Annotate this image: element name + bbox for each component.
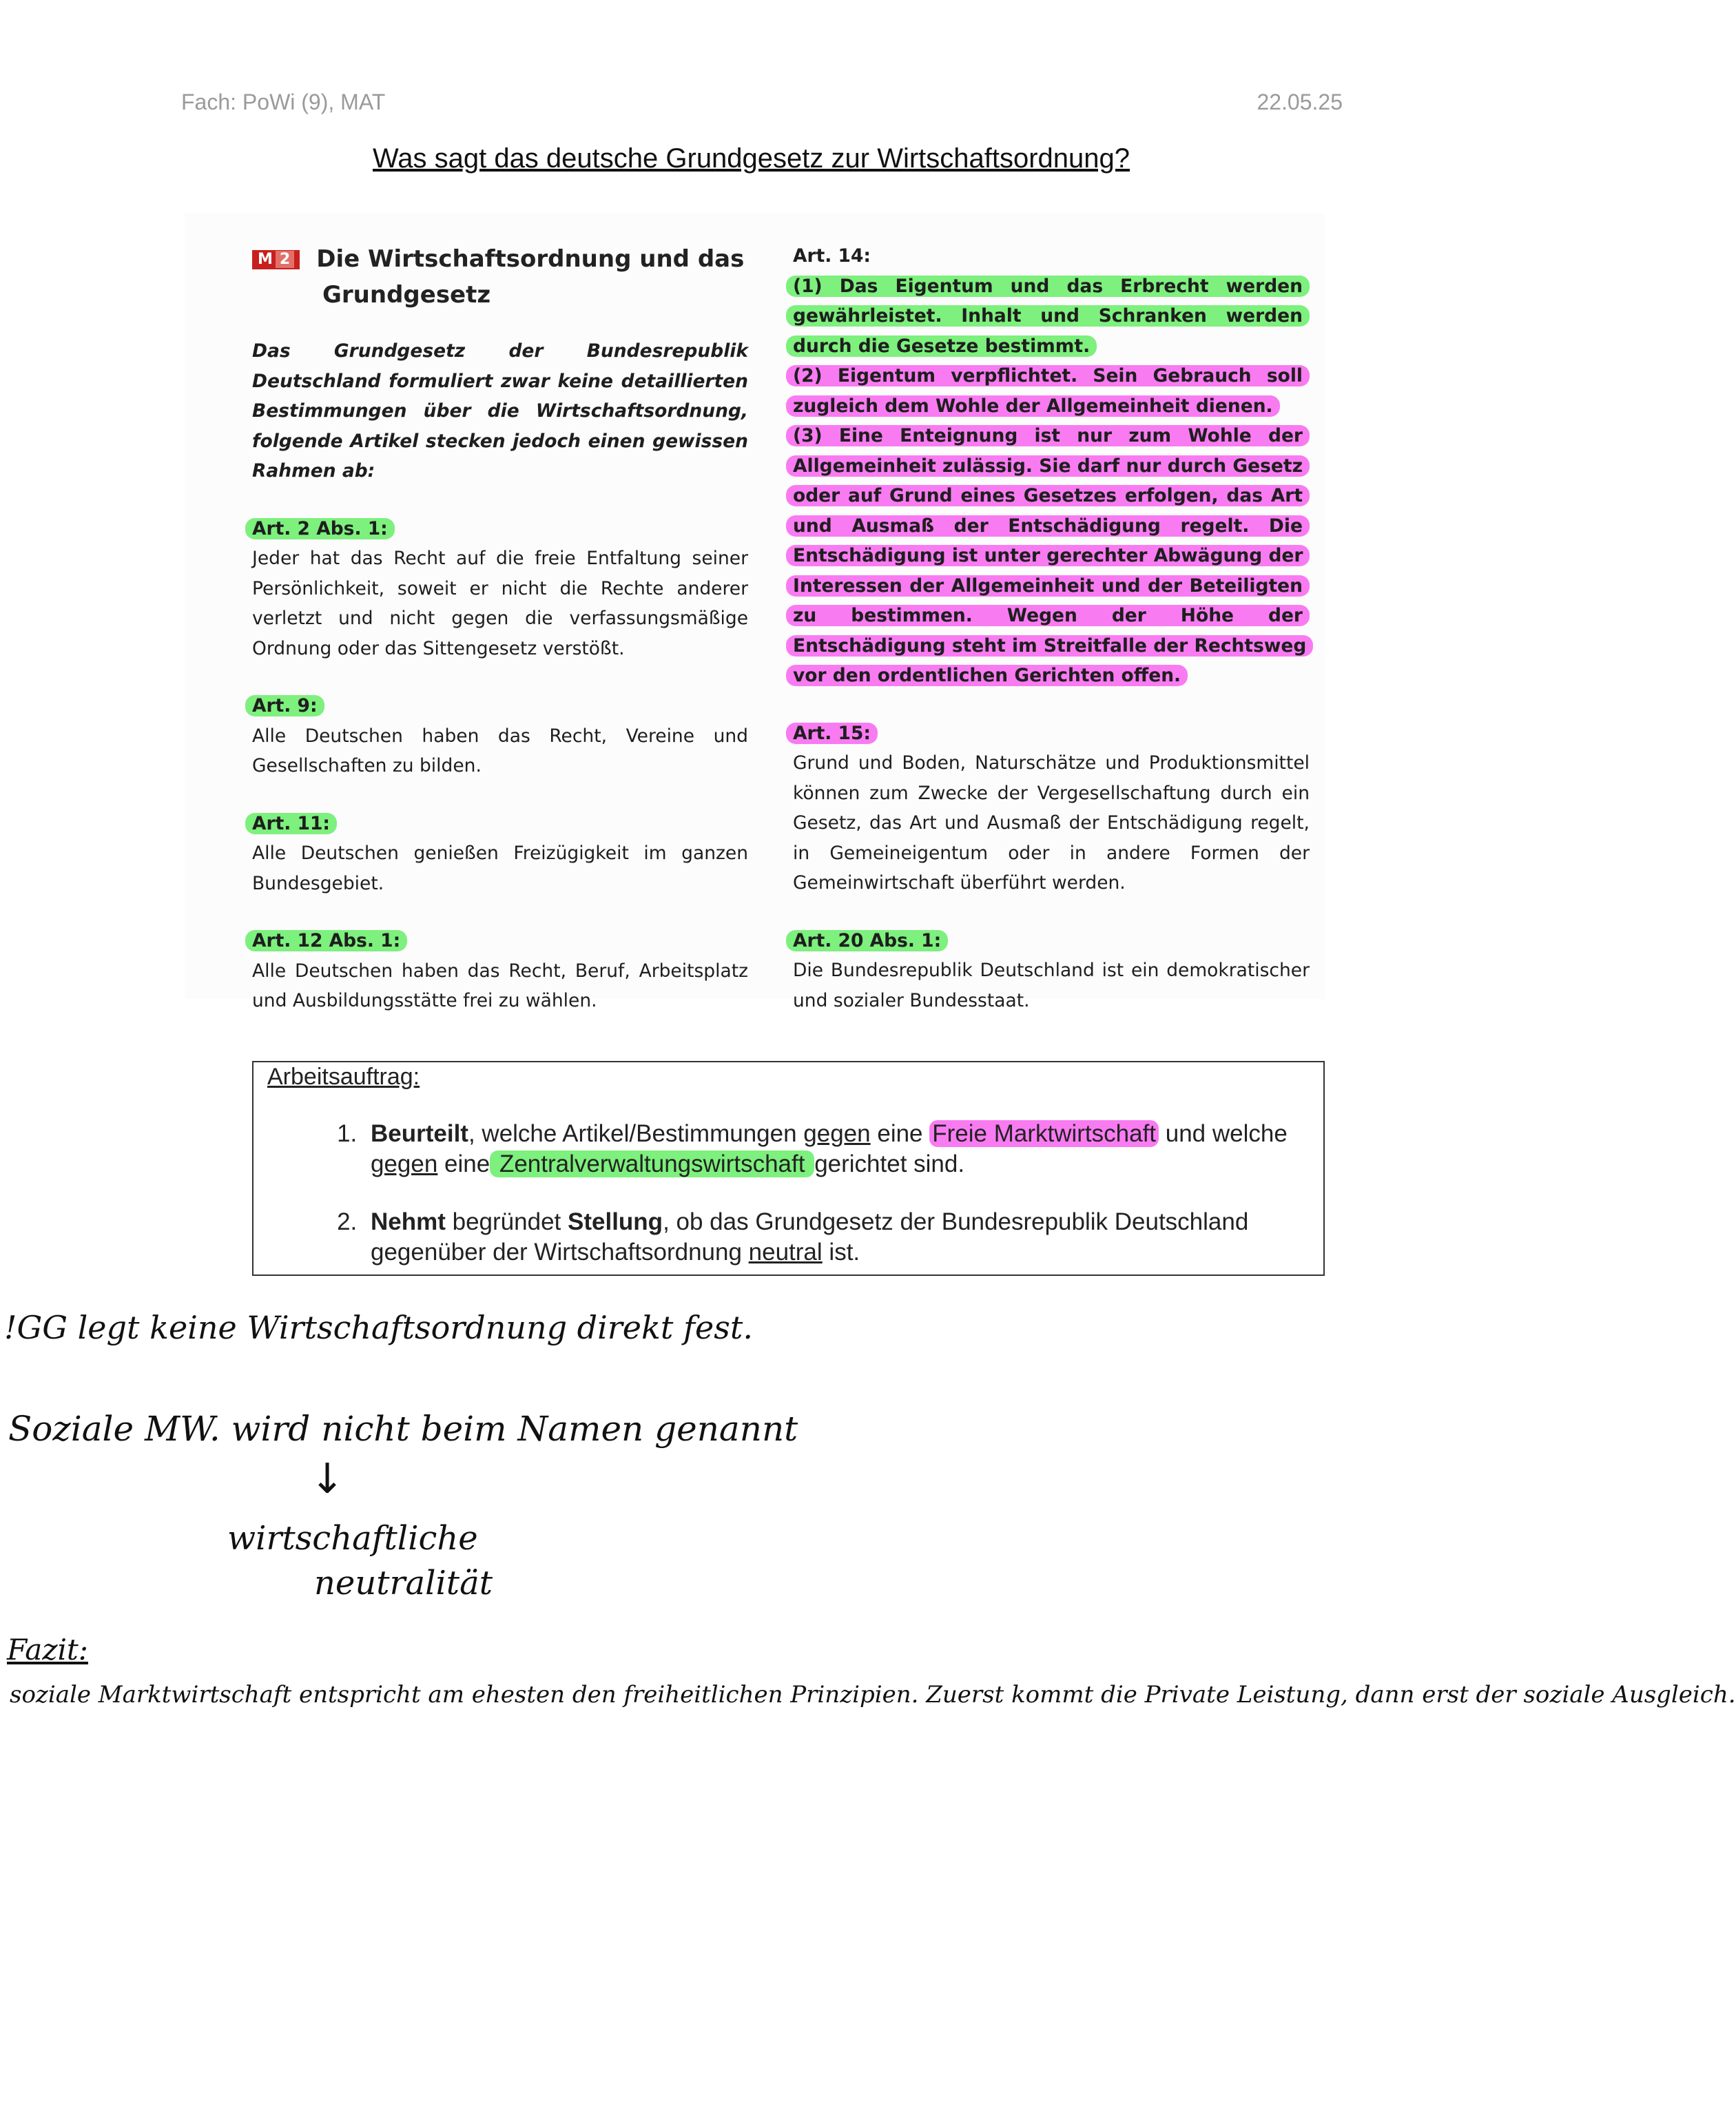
left-column — [252, 241, 748, 1044]
art11-text: Alle Deutschen genießen Freizügigkeit im ganzen Bundesgebiet. — [252, 843, 748, 894]
handwritten-note-2: Soziale MW. wird nicht beim Namen genannt — [8, 1409, 798, 1449]
material-title-line2: Grundgesetz — [322, 281, 491, 309]
material-badge — [252, 250, 300, 269]
task2-text-b: , ob das Grundgesetz der Bundesrepublik Deutschland gegenüber der Wirtschaftsordnung — [371, 1208, 1249, 1266]
art14-para2-text: (2) Eigentum verpflichtet. Sein Gebrauch soll zugleich dem Wohle der Allgemeinheit dienen. — [786, 365, 1310, 417]
task1-underline-b: gegen — [371, 1150, 438, 1177]
art20-text: Die Bundesrepublik Deutschland ist ein demokratischer und sozialer Bundesstaat. — [793, 960, 1310, 1011]
task1-text-d: eine — [437, 1150, 490, 1177]
art12-heading-text: Art. 12 Abs. 1: — [245, 930, 407, 951]
handwritten-fazit-label: Fazit: — [7, 1633, 88, 1666]
handwritten-note-3: wirtschaftliche — [227, 1519, 478, 1558]
art20-heading — [793, 926, 1310, 956]
handwritten-arrow: ↓ — [310, 1455, 345, 1503]
material-title-line1: Die Wirtschaftsordnung und das — [316, 245, 745, 273]
task1-highlight-central: Zentralverwaltungswirtschaft — [490, 1150, 814, 1177]
art14-para2 — [793, 361, 1310, 421]
handwritten-note-4: neutralität — [314, 1564, 493, 1602]
art12-heading — [252, 926, 748, 956]
art14-para3 — [793, 421, 1310, 691]
art15-heading-text: Art. 15: — [786, 723, 878, 744]
art2-heading-text: Art. 2 Abs. 1: — [245, 518, 395, 539]
task-box — [252, 1061, 1325, 1276]
task1-underline-a: gegen — [803, 1120, 871, 1147]
art15-heading — [793, 719, 1310, 749]
art2-heading — [252, 514, 748, 544]
art11-heading-text: Art. 11: — [245, 813, 337, 834]
art14-para3-text: (3) Eine Enteignung ist nur zum Wohle der Allgemeinheit zulässig. Sie darf nur durch Gesetz oder auf Grund eines Gesetzes erfolgen, das Art und Ausmaß der Entschädigung regelt. Die Entschädigung ist unter gerechter Abwägung der Interessen der Allgemeinheit und der Beteiligten zu bestimmen. Wegen der Höhe der Entschädigung steht im Streitfalle der Rechtsweg vor den ordentlichen Gerichten offen. — [786, 425, 1313, 686]
art14-para1 — [793, 271, 1310, 362]
right-column — [793, 241, 1310, 1043]
art12-text: Alle Deutschen haben das Recht, Beruf, Arbeitsplatz und Ausbildungsstätte frei zu wählen. — [252, 960, 748, 1011]
task2-verb: Nehmt — [371, 1208, 446, 1235]
task1-highlight-free-market: Freie Marktwirtschaft — [929, 1120, 1159, 1147]
material-heading — [252, 241, 748, 313]
art14-para1-text: (1) Das Eigentum und das Erbrecht werden gewährleistet. Inhalt und Schranken werden durch die Gesetze bestimmt. — [786, 276, 1310, 357]
task2-underline: neutral — [748, 1239, 823, 1266]
task1-text-e: gerichtet sind. — [814, 1150, 965, 1177]
task-heading: Arbeitsauftrag: — [267, 1064, 420, 1090]
handwritten-note-1: !GG legt keine Wirtschaftsordnung direkt fest. — [4, 1309, 753, 1346]
task2-text-c: ist. — [822, 1239, 860, 1266]
date-label: 22.05.25 — [1257, 90, 1343, 114]
task2-text-a: begründet — [445, 1208, 568, 1235]
art14-heading: Art. 14: — [793, 245, 871, 267]
art9-heading — [252, 691, 748, 721]
art2-text: Jeder hat das Recht auf die freie Entfaltung seiner Persönlichkeit, soweit er nicht die Rechte anderer verletzt und nicht gegen die verfassungsmäßige Ordnung oder das Sittengesetz verstößt. — [252, 548, 748, 659]
material-intro: Das Grundgesetz der Bundesrepublik Deutschland formuliert zwar keine detaillierten Bestimmungen über die Wirtschaftsordnung, folgende Artikel stecken jedoch einen gewissen Rahmen ab: — [252, 340, 748, 482]
subject-label: Fach: PoWi (9), MAT — [181, 90, 386, 114]
task1-text-a: , welche Artikel/Bestimmungen — [468, 1120, 804, 1147]
badge-number: 2 — [276, 251, 294, 268]
task-list — [316, 1119, 1328, 1295]
task1-verb: Beurteilt — [371, 1120, 468, 1147]
art20-heading-text: Art. 20 Abs. 1: — [786, 930, 948, 951]
task1-text-c: und welche — [1159, 1120, 1288, 1147]
task-item-1 — [364, 1119, 1328, 1179]
art15-text: Grund und Boden, Naturschätze und Produktionsmittel können zum Zwecke der Vergesellschaftung durch ein Gesetz, das Art und Ausmaß der Entschädigung regelt, in Gemeineigentum oder in andere Formen der Gemeinwirtschaft überführt werden. — [793, 752, 1310, 894]
task-item-2 — [364, 1207, 1328, 1268]
page-title: Was sagt das deutsche Grundgesetz zur Wirtschaftsordnung? — [372, 143, 1130, 174]
task1-text-b: eine — [870, 1120, 930, 1147]
art11-heading — [252, 809, 748, 839]
art9-heading-text: Art. 9: — [245, 695, 324, 716]
task2-bold: Stellung — [568, 1208, 663, 1235]
badge-letter: M — [258, 251, 273, 268]
textbook-excerpt — [185, 214, 1325, 1011]
art14-body — [793, 271, 1310, 691]
art9-text: Alle Deutschen haben das Recht, Vereine und Gesellschaften zu bilden. — [252, 725, 748, 776]
handwritten-fazit-text: soziale Marktwirtschaft entspricht am ehesten den freiheitlichen Prinzipien. Zuerst kommt die Private Leistung, dann erst der soziale Ausgleich. — [10, 1681, 1736, 1709]
